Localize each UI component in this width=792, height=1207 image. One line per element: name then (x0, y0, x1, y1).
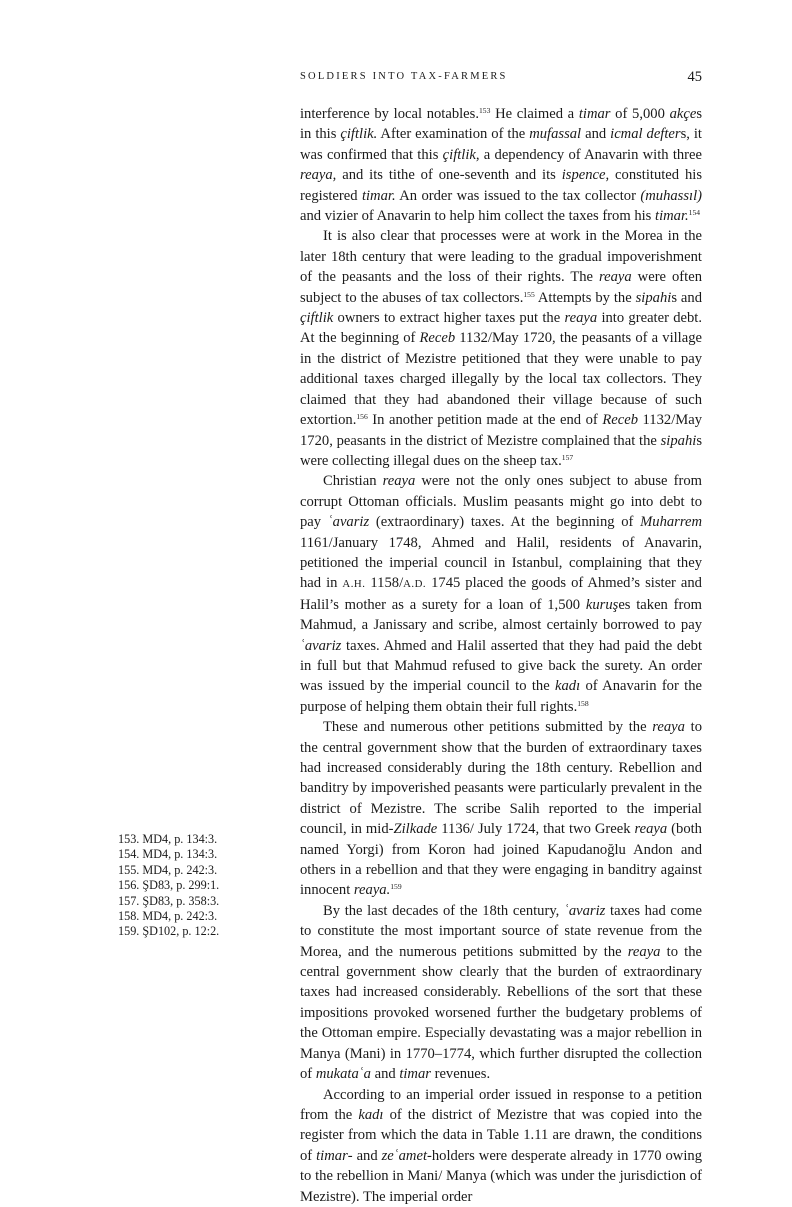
running-head (300, 69, 702, 89)
italic-term: çiftlik. (340, 126, 378, 143)
paragraph (300, 717, 702, 901)
paragraph (300, 104, 702, 226)
paragraph (300, 226, 702, 471)
italic-term: timar. (361, 187, 396, 204)
text-run: Attempts by the (534, 289, 636, 306)
footnote-ref: 155 (523, 289, 535, 299)
italic-term: akçe (669, 106, 697, 122)
footnotes (118, 832, 268, 940)
footnote-ref: 158 (577, 698, 589, 708)
italic-term: Zilkade (393, 821, 438, 838)
text-run: to the central government show clearly that the burden of extraordinary taxes had increased considerably. Rebellions of the sort that these impositions provoked worsened further the budgetary problems of the Ottoman empire. Especially devastating was a major rebellion in Manya (Mani) in 1770–1774, which further disrupted the collection of (300, 943, 702, 1083)
text-run: 1161/January 1748, Ahmed and Halil, residents of Anavarin, petitioned the imperial council in Istanbul, complaining that they had in (300, 534, 702, 592)
italic-term: reaya (564, 310, 598, 327)
text-run: taxes. Ahmed and Halil asserted that they had paid the debt in full but that Mahmud refused to give back the surety. An order was issued by the imperial council to the (300, 637, 702, 695)
text-run: and vizier of Anavarin to help him collect the taxes from his (300, 208, 656, 225)
italic-term: kadı (555, 678, 581, 695)
italic-term: timar. (655, 208, 689, 225)
text-run: of the district of Mezistre that was copied into the register from which the data in Table 1.11 are drawn, the conditions of (300, 1106, 702, 1164)
footnote: 159. ŞD102, p. 12:2. (118, 924, 220, 939)
text-run: interference by local notables. (300, 106, 479, 122)
text-run: s were collecting illegal dues on the sheep tax. (300, 432, 702, 469)
paragraph (300, 901, 702, 1085)
italic-term: ʿavariz (564, 902, 606, 919)
text-run: (extraordinary) taxes. At the beginning of (369, 514, 641, 531)
italic-term: (muhassıl) (640, 187, 702, 204)
italic-term: çiftlik (300, 310, 334, 327)
italic-term: ispence, (561, 167, 610, 184)
text-run: -holders were desperate already in 1770 owing to the rebellion in Mani/ Manya (which was under the jurisdiction of Mezistre). The imperial order (300, 1147, 702, 1205)
italic-term: reaya (627, 943, 661, 960)
text-run: (both named Yorgi) from Koron had joined Kapudanoğlu Andon and others in a rebellion and that they were engaging in banditry against innocent (300, 821, 702, 899)
page-number: 45 (687, 69, 702, 85)
italic-term: mufassal (529, 126, 582, 143)
italic-term: reaya (652, 719, 685, 736)
text-run: An order was issued to the tax collector (395, 187, 641, 204)
era-abbreviation: A.H. (342, 578, 366, 591)
text-run: es taken from Mahmud, a Janissary and scribe, almost certainly borrowed to pay (300, 596, 702, 634)
text-run: s in this (300, 106, 702, 143)
text-run: Christian (323, 473, 383, 490)
body-text (300, 104, 702, 1207)
footnote-ref: 159 (390, 882, 402, 892)
text-run: a dependency of Anavarin with three (479, 146, 702, 163)
footnote: 156. ŞD83, p. 299:1. (118, 878, 220, 893)
text-run: 1132/May 1720, peasants in the district of Mezistre complained that the (300, 412, 702, 449)
text-run: These and numerous other petitions submitted by the (323, 719, 653, 736)
italic-term: reaya (599, 269, 632, 286)
footnote-ref: 156 (356, 412, 368, 422)
text-run: After examination of the (377, 126, 530, 143)
italic-term: timar (578, 106, 611, 122)
footnote-ref: 157 (561, 452, 574, 462)
text-run: 1132/May 1720, the peasants of a village in the district of Mezistre petitioned that they were unable to pay additional taxes charged illegally by the local tax collectors. They claimed that they had abandoned their village because of such extortion. (300, 330, 702, 429)
italic-term: reaya (634, 821, 668, 838)
text-run: and its tithe of one-seventh and its (336, 167, 562, 184)
italic-term: ʿavariz (300, 637, 342, 654)
footnote-ref: 153 (479, 106, 491, 115)
text-run: - and (347, 1147, 382, 1164)
italic-term: kadı (358, 1106, 384, 1123)
italic-term: reaya (382, 473, 416, 490)
text-run: and (581, 126, 611, 143)
footnote: 158. MD4, p. 242:3. (118, 909, 218, 924)
text-run: taxes had come to constitute the most important source of state revenue from the Morea, and the numerous petitions submitted by the (300, 902, 703, 960)
footnote: 154. MD4, p. 134:3. (118, 847, 218, 862)
paragraph (300, 1085, 702, 1207)
text-run: It is also clear that processes were at work in the Morea in the later 18th century that were leading to the gradual impoverishment of the peasants and the loss of their rights. The (300, 228, 702, 286)
italic-term: Muharrem (640, 514, 702, 531)
text-run: According to an imperial order issued in response to a petition from the (300, 1086, 702, 1123)
text-run: s, it was confirmed that this (300, 126, 702, 163)
text-run: 1136/ July 1724, that two Greek (437, 821, 635, 838)
italic-term: timar (316, 1147, 348, 1164)
italic-term: çiftlik, (442, 146, 480, 163)
italic-term: timar (399, 1066, 431, 1083)
footnote: 157. ŞD83, p. 358:3. (118, 893, 220, 908)
text-run: By the last decades of the 18th century, (323, 902, 564, 919)
italic-term: reaya, (300, 167, 337, 184)
italic-term: icmal defter (610, 126, 681, 143)
italic-term: mukataʿa (315, 1066, 371, 1083)
text-run: were often subject to the abuses of tax collectors. (300, 269, 702, 306)
italic-term: zeʿamet (381, 1147, 427, 1164)
era-abbreviation: A.D. (403, 578, 427, 591)
text-run: 1745 placed the goods of Ahmed’s sister and Halil’s mother as a surety for a loan of 1,500 (300, 575, 702, 613)
running-head-title: SOLDIERS INTO TAX-FARMERS (300, 71, 508, 82)
text-run: s and (671, 289, 702, 306)
italic-term: sipahi (660, 432, 697, 449)
italic-term: sipahi (635, 289, 672, 306)
text-run: to the central government show that the burden of extraordinary taxes had increased considerably during the 18th century. Rebellion and banditry by impoverished peasants were particularly prevalent in the district of Mezistre. The scribe Salih reported to the imperial council, in mid- (300, 719, 702, 838)
italic-term: reaya. (353, 882, 391, 899)
text-run: owners to extract higher taxes put the (333, 310, 565, 327)
italic-term: Receb (602, 412, 638, 429)
text-run: were not the only ones subject to abuse from corrupt Ottoman officials. Muslim peasants might go into debt to pay (300, 473, 702, 531)
footnote: 153. MD4, p. 134:3. (118, 832, 218, 846)
italic-term: kuruş (585, 596, 619, 613)
footnote: 155. MD4, p. 242:3. (118, 862, 218, 877)
italic-term: ʿavariz (327, 514, 370, 531)
text-run: revenues. (430, 1066, 491, 1083)
text-run: into greater debt. At the beginning of (300, 310, 702, 347)
text-run: He claimed a (490, 106, 579, 122)
text-run: 1158/ (365, 575, 404, 592)
footnote-ref: 154 (688, 208, 701, 218)
text-run: In another petition made at the end of (367, 412, 603, 429)
italic-term: Receb (419, 330, 456, 347)
text-run: of Anavarin for the purpose of helping them obtain their full rights. (300, 678, 702, 715)
paragraph (300, 471, 702, 717)
text-run: constituted his registered (300, 167, 702, 204)
text-run: of 5,000 (610, 106, 670, 122)
text-run: and (370, 1066, 400, 1083)
